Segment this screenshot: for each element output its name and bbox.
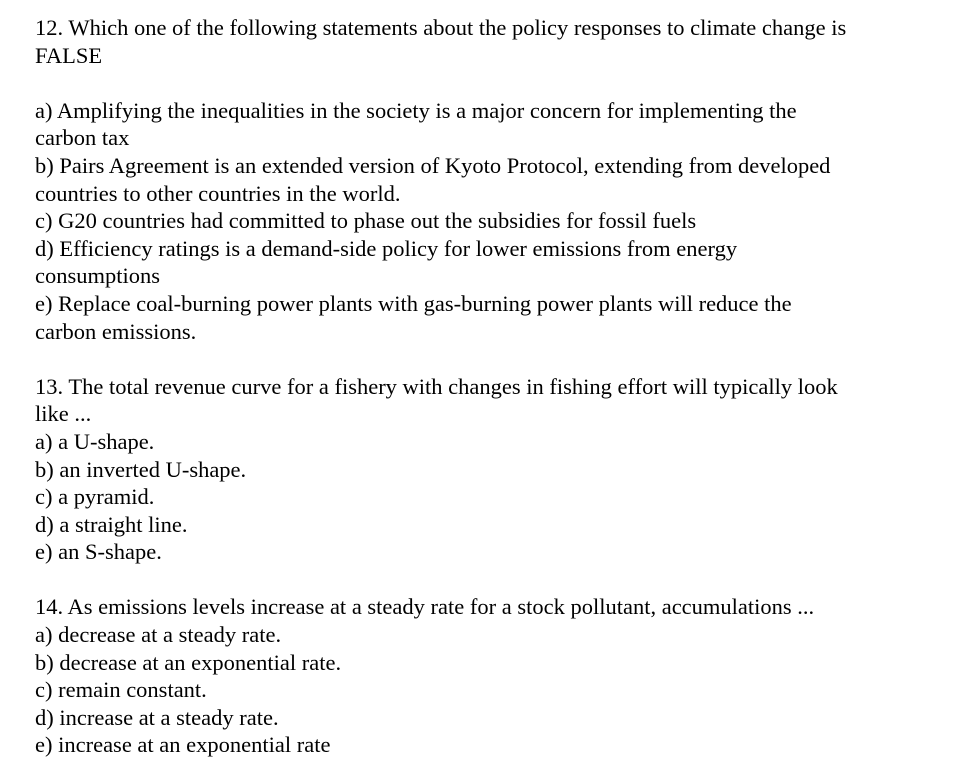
- option-line: b) decrease at an exponential rate.: [35, 649, 342, 675]
- question-13: [35, 373, 935, 566]
- option-line: b) Pairs Agreement is an extended version of Kyoto Protocol, extending from developed: [35, 152, 831, 178]
- question-12: [35, 14, 935, 345]
- option-line: b) an inverted U-shape.: [35, 456, 247, 482]
- document-page: [35, 14, 935, 759]
- option-line: d) a straight line.: [35, 511, 188, 537]
- option-line: e) increase at an exponential rate: [35, 732, 331, 758]
- option-line: e) an S-shape.: [35, 539, 162, 565]
- option-line: a) decrease at a steady rate.: [35, 622, 282, 648]
- question-stem: [35, 14, 935, 69]
- option-line: d) increase at a steady rate.: [35, 704, 279, 730]
- question-stem: [35, 373, 935, 428]
- option-line: carbon emissions.: [35, 318, 197, 344]
- option-line: d) Efficiency ratings is a demand-side policy for lower emissions from energy: [35, 235, 738, 261]
- option-line: consumptions: [35, 263, 161, 289]
- question-stem: [35, 593, 935, 621]
- answer-options: [35, 621, 935, 759]
- answer-options: [35, 97, 935, 345]
- option-line: carbon tax: [35, 125, 130, 151]
- spacer: [35, 345, 935, 373]
- stem-line: 14. As emissions levels increase at a steady rate for a stock pollutant, accumulations ...: [35, 594, 815, 620]
- question-14: [35, 593, 935, 759]
- option-line: a) Amplifying the inequalities in the society is a major concern for implementing the: [35, 97, 797, 123]
- stem-line: like ...: [35, 401, 92, 427]
- spacer: [35, 566, 935, 594]
- option-line: c) G20 countries had committed to phase out the subsidies for fossil fuels: [35, 208, 697, 234]
- answer-options: [35, 428, 935, 566]
- option-line: e) Replace coal-burning power plants with gas-burning power plants will reduce the: [35, 290, 792, 316]
- spacer: [35, 69, 935, 97]
- stem-line: 12. Which one of the following statements about the policy responses to climate change is: [35, 15, 847, 40]
- option-line: c) a pyramid.: [35, 484, 155, 510]
- option-line: a) a U-shape.: [35, 428, 155, 454]
- stem-line: FALSE: [35, 42, 103, 68]
- option-line: c) remain constant.: [35, 677, 207, 703]
- option-line: countries to other countries in the world.: [35, 180, 401, 206]
- stem-line: 13. The total revenue curve for a fishery with changes in fishing effort will typically look: [35, 373, 838, 399]
